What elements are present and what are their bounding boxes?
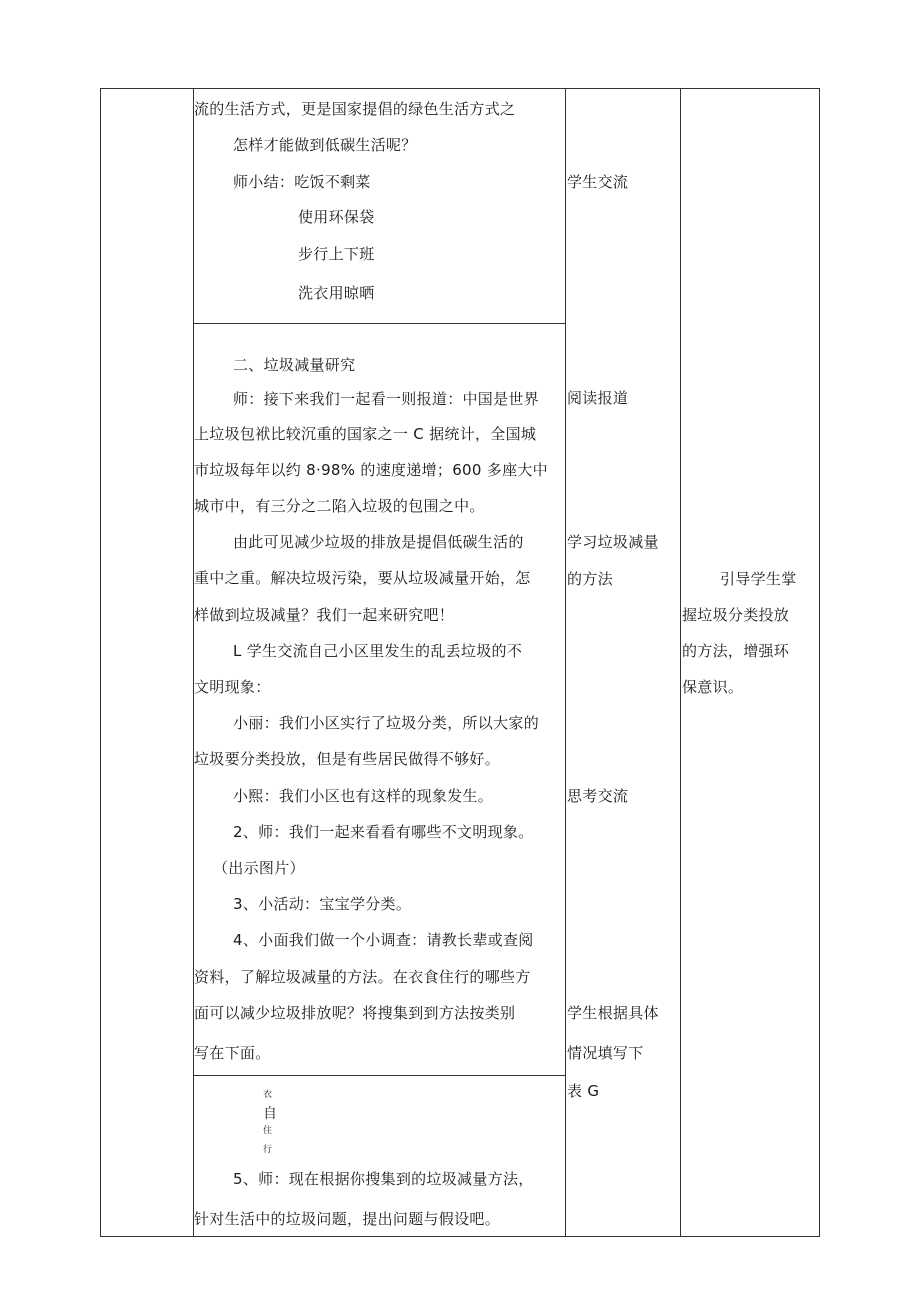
table-col-divider-2 [565,88,566,1237]
text-line: 资料，了解垃圾减量的方法。在衣食住行的哪些方 [194,968,531,986]
text-line: 重中之重。解决垃圾污染，要从垃圾减量开始，怎 [194,569,531,587]
text-line: 5、师：现在根据你搜集到的垃圾减量方法， [233,1170,534,1188]
category-label-food: 自 [263,1106,277,1122]
text-line: 流的生活方式，更是国家提倡的绿色生活方式之 [194,100,516,118]
text-line: 小熙：我们小区也有这样的现象发生。 [233,787,494,805]
section-heading: 二、垃圾减量研究 [233,356,356,374]
row-divider-1 [193,323,565,324]
category-label-housing: 住 [263,1126,273,1136]
table-top-border [100,88,820,89]
design-intent-line: 引导学生掌 [720,570,797,588]
table-col-divider-1 [193,88,194,1237]
student-activity: 情况填写下 [567,1044,644,1062]
text-line: L 学生交流自己小区里发生的乱丢垃圾的不 [233,642,523,660]
table-right-border [819,88,820,1237]
text-line: （出示图片） [213,859,305,877]
student-activity: 学生根据具体 [567,1004,659,1022]
text-line: 步行上下班 [298,245,375,263]
text-line: 师：接下来我们一起看一则报道：中国是世界 [233,390,540,408]
student-activity: 学习垃圾减量 [567,533,659,551]
student-activity: 学生交流 [567,173,629,191]
text-line: 市垃圾每年以约 8·98% 的速度递增；600 多座大中 [194,461,548,479]
text-line: 怎样才能做到低碳生活呢？ [233,136,417,154]
text-line: 3、小活动：宝宝学分类。 [233,895,412,913]
student-activity: 的方法 [567,570,613,588]
category-label-clothing: 衣 [263,1090,273,1100]
category-label-travel: 行 [263,1145,273,1155]
row-divider-2 [193,1075,565,1076]
student-activity: 思考交流 [567,787,629,805]
text-line: 写在下面。 [194,1044,271,1062]
design-intent-line: 保意识。 [682,678,744,696]
table-bottom-border [100,1236,820,1237]
text-line: 洗衣用晾晒 [298,284,375,302]
text-line: 使用环保袋 [298,208,375,226]
text-line: 面可以减少垃圾排放呢？将搜集到到方法按类别 [194,1004,516,1022]
student-activity: 表 G [567,1082,600,1100]
text-line: 2、师：我们一起来看看有哪些不文明现象。 [233,823,534,841]
table-col-divider-3 [680,88,681,1237]
text-line: 文明现象： [194,678,271,696]
text-line: 小丽：我们小区实行了垃圾分类，所以大家的 [233,714,540,732]
text-line: 针对生活中的垃圾问题，提出问题与假设吧。 [194,1210,501,1228]
text-line: 4、小面我们做一个小调查：请教长辈或查阅 [233,931,534,949]
student-activity: 阅读报道 [567,389,629,407]
text-line: 垃圾要分类投放，但是有些居民做得不够好。 [194,750,501,768]
design-intent-line: 握垃圾分类投放 [682,606,790,624]
text-line: 上垃圾包袱比较沉重的国家之一 C 据统计，全国城 [194,425,537,443]
text-line: 师小结：吃饭不剩菜 [233,173,371,191]
design-intent-line: 的方法，增强环 [682,642,790,660]
text-line: 城市中，有三分之二陷入垃圾的包围之中。 [194,497,485,515]
text-line: 由此可见减少垃圾的排放是提倡低碳生活的 [233,533,524,551]
text-line: 样做到垃圾减量？我们一起来研究吧！ [194,606,455,624]
table-left-border [100,88,101,1237]
